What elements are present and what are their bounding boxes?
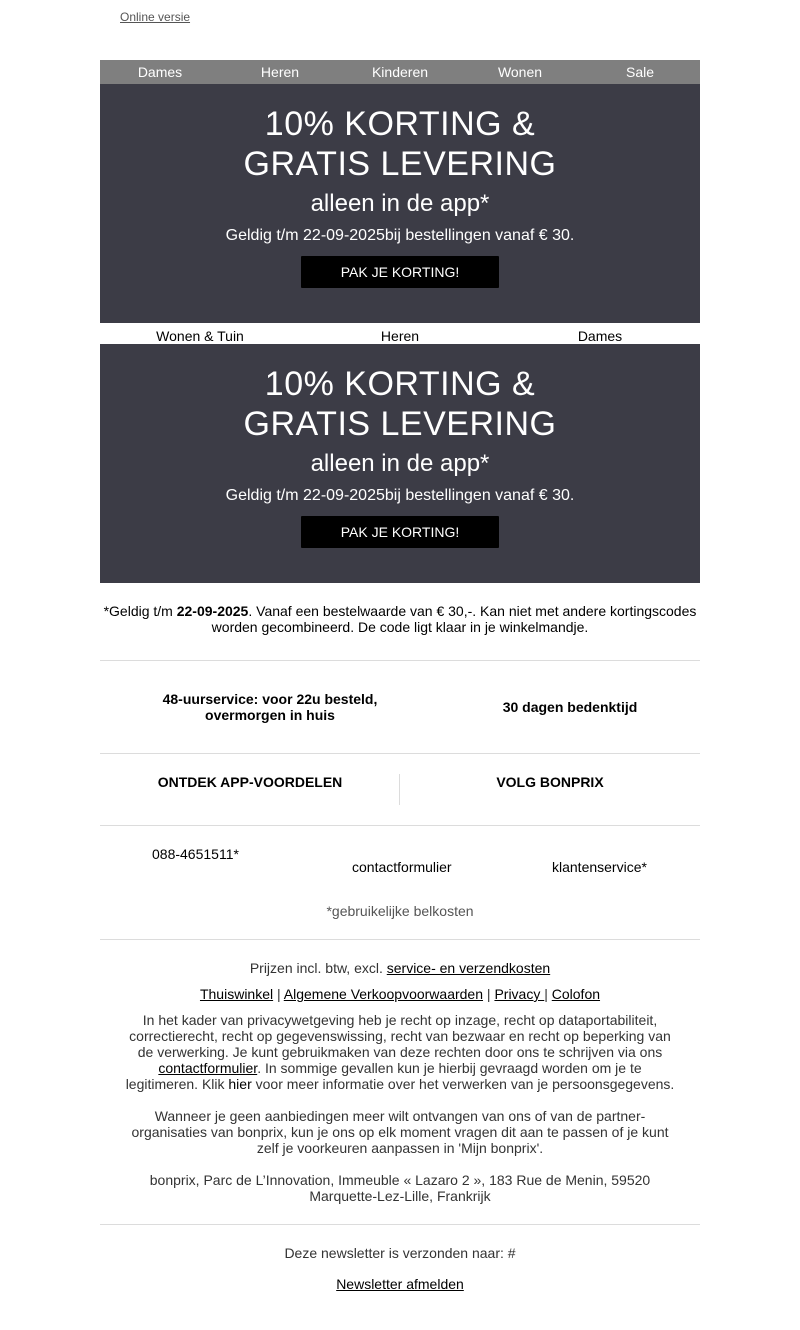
footer bbox=[100, 960, 700, 1220]
promo-headline-line2: GRATIS LEVERING bbox=[243, 405, 557, 443]
discover-app-link[interactable]: ONTDEK APP-VOORDELEN bbox=[157, 774, 343, 790]
promo-headline-line1: 10% KORTING & bbox=[264, 365, 536, 403]
privacy-text-3: voor meer informatie over het verwerken van je persoonsgegevens. bbox=[251, 1076, 675, 1092]
nav-item-sale[interactable]: Sale bbox=[625, 64, 655, 80]
optout-statement: Wanneer je geen aanbiedingen meer wilt ontvangen van ons of van de partner-organisaties van bonprix, kun je ons op elk moment vragen dit aan te passen of je kunt zelf je voorkeuren aanpassen in 'Mijn bonprix'. bbox=[131, 1108, 669, 1156]
promo-disclaimer bbox=[100, 603, 700, 635]
app-follow-row bbox=[100, 774, 700, 804]
nav-item-wonen-tuin[interactable]: Wonen & Tuin bbox=[156, 328, 244, 344]
promo-banner[interactable] bbox=[100, 344, 700, 583]
divider bbox=[100, 753, 700, 754]
prices-note bbox=[100, 960, 700, 976]
promo-headline bbox=[100, 84, 700, 184]
disclaimer-suffix: . Vanaf een bestelwaarde van € 30,-. Kan niet met andere kortingscodes worden gecombineerd. De code ligt klaar in je winkelmandje. bbox=[211, 603, 697, 635]
thuiswinkel-link[interactable]: Thuiswinkel bbox=[199, 986, 274, 1002]
vertical-divider bbox=[399, 774, 400, 805]
promo-validity: Geldig t/m 22-09-2025bij bestellingen vanaf € 30. bbox=[225, 227, 575, 244]
top-category-nav bbox=[100, 60, 700, 84]
contact-section bbox=[100, 826, 700, 936]
promo-banner[interactable] bbox=[100, 84, 700, 323]
nav-item-wonen[interactable]: Wonen bbox=[497, 64, 543, 80]
company-address: bonprix, Parc de L’Innovation, Immeuble « Lazaro 2 », 183 Rue de Menin, 59520 Marquette-Lez-Lille, Frankrijk bbox=[149, 1172, 651, 1204]
footer-links: Thuiswinkel | Algemene Verkoopvoorwaarden | Privacy | Colofon bbox=[199, 986, 601, 1002]
privacy-statement bbox=[125, 1012, 675, 1092]
usp-30-days[interactable]: 30 dagen bedenktijd bbox=[502, 699, 638, 715]
promo-headline-line1: 10% KORTING & bbox=[264, 105, 536, 143]
prices-prefix: Prijzen incl. btw, excl. bbox=[249, 960, 387, 976]
disclaimer-prefix: *Geldig t/m bbox=[103, 603, 177, 619]
disclaimer-date: 22-09-2025 bbox=[176, 603, 249, 619]
privacy-contact-form-link[interactable]: contactformulier bbox=[158, 1060, 258, 1076]
colofon-link[interactable]: Colofon bbox=[551, 986, 601, 1002]
service-usps bbox=[100, 661, 700, 753]
online-version-link[interactable]: Online versie bbox=[120, 10, 191, 24]
unsubscribe-wrapper bbox=[100, 1276, 700, 1292]
unsubscribe-link[interactable]: Newsletter afmelden bbox=[336, 1276, 464, 1292]
divider bbox=[100, 1224, 700, 1225]
contact-form-link[interactable]: contactformulier bbox=[352, 859, 452, 875]
privacy-link[interactable]: Privacy bbox=[494, 986, 545, 1002]
privacy-text-2: . In sommige gevallen kun je hierbij gevraagd worden om je te legitimeren. Klik bbox=[125, 1060, 642, 1092]
terms-link[interactable]: Algemene Verkoopvoorwaarden bbox=[283, 986, 484, 1002]
promo-subline: alleen in de app* bbox=[310, 450, 490, 477]
promo-headline bbox=[100, 344, 700, 444]
phone-number-link[interactable]: 088-4651511* bbox=[152, 846, 239, 862]
call-costs-note: *gebruikelijke belkosten bbox=[326, 903, 474, 919]
nav-item-dames[interactable]: Dames bbox=[137, 64, 183, 80]
promo-cta-button[interactable]: PAK JE KORTING! bbox=[301, 256, 499, 288]
nav-item-heren[interactable]: Heren bbox=[380, 328, 420, 344]
mid-category-nav bbox=[100, 323, 700, 344]
promo-validity: Geldig t/m 22-09-2025bij bestellingen vanaf € 30. bbox=[225, 487, 575, 504]
nav-item-dames[interactable]: Dames bbox=[577, 328, 623, 344]
newsletter-recipient: Deze newsletter is verzonden naar: # bbox=[284, 1245, 516, 1261]
divider bbox=[100, 939, 700, 940]
privacy-here-link[interactable]: hier bbox=[228, 1076, 252, 1092]
promo-cta-button[interactable]: PAK JE KORTING! bbox=[301, 516, 499, 548]
usp-48h-service[interactable]: 48-uurservice: voor 22u besteld, overmorgen in huis bbox=[162, 691, 378, 723]
customer-service-link[interactable]: klantenservice* bbox=[552, 859, 647, 875]
nav-item-kinderen[interactable]: Kinderen bbox=[371, 64, 429, 80]
privacy-text-1: In het kader van privacywetgeving heb je recht op inzage, recht op dataportabiliteit, correctierecht, recht op gegevenswissing, recht van bezwaar en recht op beperking van de verwerking. Je kunt gebruikmaken van deze rechten door ons te schrijven via ons bbox=[129, 1012, 671, 1060]
follow-bonprix-link[interactable]: VOLG BONPRIX bbox=[496, 774, 604, 790]
shipping-costs-link[interactable]: service- en verzendkosten bbox=[386, 960, 551, 976]
promo-subline: alleen in de app* bbox=[310, 190, 490, 217]
nav-item-heren[interactable]: Heren bbox=[260, 64, 300, 80]
promo-headline-line2: GRATIS LEVERING bbox=[243, 145, 557, 183]
